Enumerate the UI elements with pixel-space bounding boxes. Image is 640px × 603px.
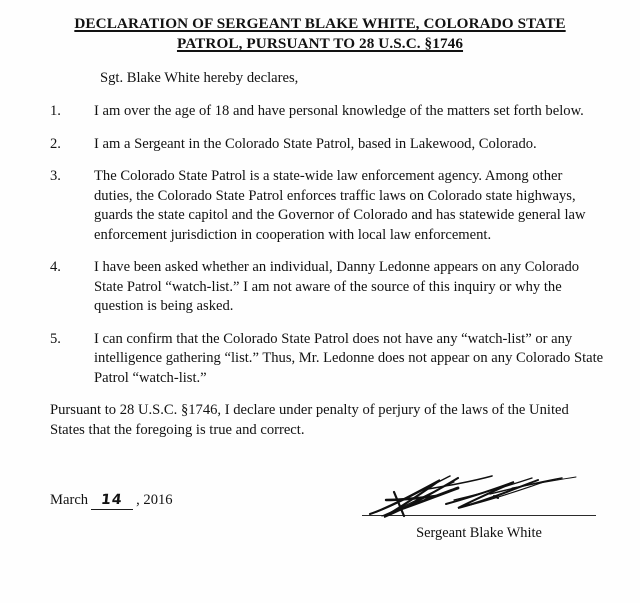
date-year: , 2016 [136, 492, 173, 508]
handwritten-day: 14 [100, 492, 124, 508]
list-item [0, 330, 640, 389]
item-text: I am a Sergeant in the Colorado State Patrol, based in Lakewood, Colorado. [94, 135, 537, 152]
list-item [0, 167, 640, 245]
list-item [0, 135, 640, 155]
title-line-2 [0, 34, 640, 54]
item-text: I can confirm that the Colorado State Patrol does not have any “watch-list” or any intelligence gathering “list.” Thus, Mr. Ledonne does not appear on any Colorado State Patrol “watch-list.” [94, 330, 604, 386]
list-item [0, 102, 640, 122]
list-item [0, 258, 640, 317]
signature-rule [362, 515, 596, 516]
date-month: March [50, 492, 89, 508]
date-line [50, 492, 173, 510]
signature-area [0, 484, 640, 594]
perjury-statement: Pursuant to 28 U.S.C. §1746, I declare under penalty of perjury of the laws of the United States that the foregoing is true and correct. [50, 402, 569, 438]
item-number: 4. [50, 259, 61, 275]
item-text: I am over the age of 18 and have personal knowledge of the matters set forth below. [94, 103, 584, 119]
title-line-1-text: DECLARATION OF SERGEANT BLAKE WHITE, COLORADO STATE [74, 15, 566, 32]
numbered-items-list [0, 102, 640, 388]
signature-block [362, 470, 598, 542]
title-line-2-text: PATROL, PURSUANT TO 28 U.S.C. §1746 [176, 35, 464, 52]
item-number: 2. [50, 135, 61, 152]
document-title [0, 0, 640, 54]
title-line-1 [0, 14, 640, 34]
declaration-intro: Sgt. Blake White hereby declares, [100, 70, 299, 86]
item-text: The Colorado State Patrol is a state-wide law enforcement agency. Among other duties, the Colorado State Patrol enforces traffic laws on Colorado state highways, guards the state capitol and the Governor of Colorado and has statewide general law enforcement jurisdiction in cooperation with local law enforcement. [94, 168, 586, 243]
item-number: 5. [50, 330, 61, 347]
item-text: I have been asked whether an individual, Danny Ledonne appears on any Colorado State Patrol “watch-list.” I am not aware of the source of this inquiry or why the question is being asked. [94, 259, 580, 314]
item-number: 1. [50, 103, 61, 119]
signer-name: Sergeant Blake White [416, 525, 542, 541]
date-day-blank [91, 492, 133, 510]
item-number: 3. [50, 168, 61, 184]
